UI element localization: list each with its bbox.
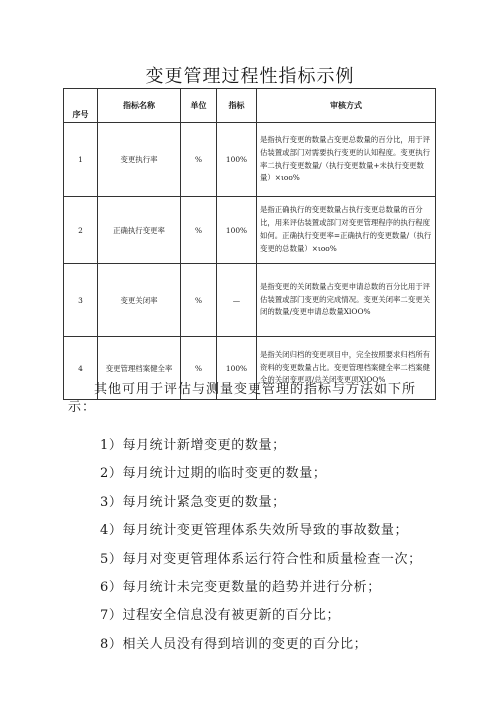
cell-no: 3 (64, 264, 98, 337)
metrics-table (63, 88, 436, 400)
cell-audit: 是指关闭归档的变更项目中，完全按照要求归档所有资料的变更数量占比。变更管理档案健全率二档案健全的关闭变更项/总关闭变更项XlOO% (257, 337, 436, 400)
cell-indicator: 100% (217, 337, 257, 400)
list-item: 3）每月统计紧急变更的数量； (100, 494, 286, 510)
cell-name: 变更关闭率 (98, 264, 181, 337)
cell-no: 2 (64, 197, 98, 264)
header-name: 指标名称 (98, 89, 181, 123)
table-row (64, 123, 436, 197)
list-item: 5）每月对变更管理体系运行符合性和质量检查一次； (100, 551, 422, 567)
table-header-row (64, 89, 436, 123)
cell-indicator: 100% (217, 197, 257, 264)
list-item: 7）过程安全信息没有被更新的百分比； (100, 608, 341, 624)
cell-name: 变更执行率 (98, 123, 181, 197)
cell-indicator: 100% (217, 123, 257, 197)
metrics-list (100, 438, 422, 665)
list-item: 2）每月统计过期的临时变更的数量； (100, 466, 327, 482)
header-indicator: 指标 (217, 89, 257, 123)
cell-unit: % (181, 337, 217, 400)
intro-paragraph: 其他可用于评估与测量变更管理的指标与方法如下所示： (68, 382, 417, 415)
cell-no: 4 (64, 337, 98, 400)
cell-audit: 是指执行变更的数量占变更总数量的百分比，用于评估装置或部门对需要执行变更的认知程度。变更执行率二执行变更数量/（执行变更数量+未执行变更数量）×ιoo% (257, 123, 436, 197)
page-title: 变更管理过程性指标示例 (145, 66, 355, 87)
table-row (64, 197, 436, 264)
cell-audit: 是指变更的关闭数量占变更申请总数的百分比用于评估装置或部门变更的完成情况。变更关闭率二变更关闭的数量/变更申请总数量XlOO% (257, 264, 436, 337)
list-item: 4）每月统计变更管理体系失效所导致的事故数量； (100, 523, 409, 539)
cell-no: 1 (64, 123, 98, 197)
header-no: 序号 (64, 89, 98, 123)
list-item: 8）相关人员没有得到培训的变更的百分比； (100, 636, 368, 652)
cell-indicator: — (217, 264, 257, 337)
cell-unit: % (181, 197, 217, 264)
cell-name: 变更管理档案健全率 (98, 337, 181, 400)
list-item: 1）每月统计新增变更的数量； (100, 438, 286, 453)
table-row (64, 264, 436, 337)
cell-unit: % (181, 123, 217, 197)
cell-unit: % (181, 264, 217, 337)
list-item: 6）每月统计未完变更数量的趋势并进行分析； (100, 579, 381, 595)
cell-name: 正确执行变更率 (98, 197, 181, 264)
header-unit: 单位 (181, 89, 217, 123)
header-audit: 审核方式 (257, 89, 436, 123)
cell-audit: 是指正确执行的变更数量占执行变更总数量的百分比，用来评估装置或部门对变更管理程序的执行程度如何。正确执行变更率=正确执行的变更数量/（执行变更的总数量）×ιoo% (257, 197, 436, 264)
